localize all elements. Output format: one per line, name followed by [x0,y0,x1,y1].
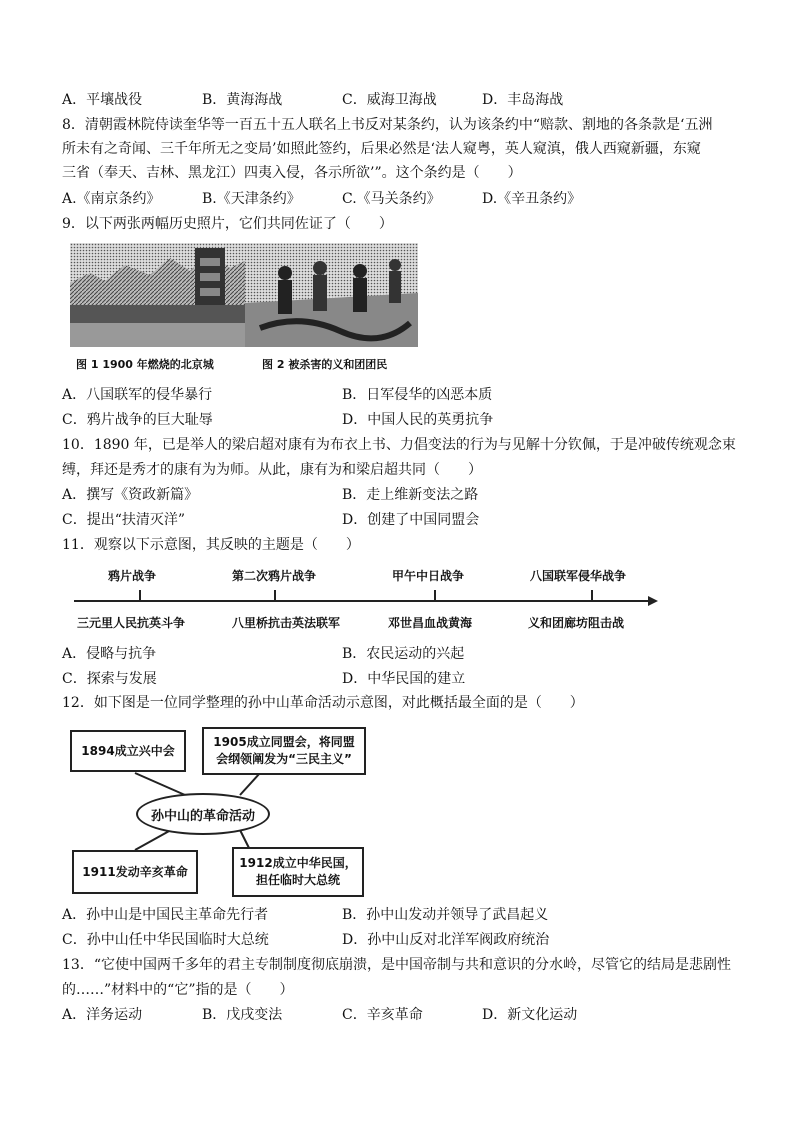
q7-option-c: C．威海卫海战 [342,92,437,108]
q8-stem-line-3: 三省（奉天、吉林、黑龙江）四夷入侵，各示所欲’”。这个条约是（ ） [62,165,522,181]
q7-option-b: B．黄海海战 [202,92,283,108]
q10-option-c: C．提出“扶清灭洋” [62,512,186,528]
q10-option-a: A．撰写《资政新篇》 [62,487,199,503]
q9-stem: 9．以下两张两幅历史照片，它们共同佐证了（ ） [62,216,393,232]
timeline-top-3: 甲午中日战争 [392,569,465,583]
q12-stem: 12．如下图是一位同学整理的孙中山革命活动示意图，对此概括最全面的是（ ） [62,695,584,711]
timeline-bottom-1: 三元里人民抗英斗争 [77,616,186,630]
q7-option-a: A．平壤战役 [62,92,143,108]
q9-option-d: D．中国人民的英勇抗争 [342,412,494,428]
box-xinhai-text: 1911发动辛亥革命 [82,864,188,879]
q8-stem-line-2: 所未有之奇闻、三千年所无之变局’如照此签约，后果必然是‘法人窥粤，英人窥滇，俄人西窥新疆，东窥 [62,141,701,157]
timeline-bottom-3: 邓世昌血战黄海 [388,616,473,630]
q10-stem-line-2: 缚，拜还是秀才的康有为为师。从此，康有为和梁启超共同（ ） [62,462,482,478]
photo-caption-1: 图 1 1900 年燃烧的北京城 [76,358,214,371]
historical-photos [70,243,418,353]
timeline-bottom-2: 八里桥抗击英法联军 [232,616,341,630]
timeline-top-4: 八国联军侵华战争 [530,569,627,583]
box-tongmenghui-line-2: 会纲领阐发为“三民主义” [216,752,352,766]
q9-option-a: A．八国联军的侵华暴行 [62,387,213,403]
timeline-bottom-4: 义和团廊坊阻击战 [528,616,625,630]
box-republic-line-1: 1912成立中华民国， [239,856,357,870]
q11-option-c: C．探索与发展 [62,671,157,687]
q10-stem-line-1: 10．1890 年，已是举人的梁启超对康有为布衣上书、力倡变法的行为与见解十分钦佩，于是冲破传统观念束 [62,437,736,453]
timeline-top-1: 鸦片战争 [108,569,157,583]
q10-option-b: B．走上维新变法之路 [342,487,479,503]
timeline-top-2: 第二次鸦片战争 [232,569,317,583]
q13-stem-line-1: 13．“它使中国两千多年的君主专制制度彻底崩溃，是中国帝制与共和意识的分水岭，尽管它的结局是悲剧性 [62,957,731,973]
q9-option-c: C．鸦片战争的巨大耻辱 [62,412,213,428]
q8-option-d: D.《辛丑条约》 [482,191,582,207]
box-xinhai [72,850,198,894]
q12-option-d: D．孙中山反对北洋军阀政府统治 [342,932,550,948]
box-republic-line-2: 担任临时大总统 [255,873,340,887]
timeline-axis [70,584,660,614]
q12-option-a: A．孙中山是中国民主革命先行者 [62,907,269,923]
q8-option-c: C.《马关条约》 [342,191,441,207]
q9-option-b: B．日军侵华的凶恶本质 [342,387,493,403]
box-republic [232,847,364,897]
center-label: 孙中山的革命活动 [150,808,255,824]
q13-option-c: C．辛亥革命 [342,1007,423,1023]
q11-option-d: D．中华民国的建立 [342,671,466,687]
q11-option-b: B．农民运动的兴起 [342,646,465,662]
q10-option-d: D．创建了中国同盟会 [342,512,480,528]
q12-option-b: B．孙中山发动并领导了武昌起义 [342,907,549,923]
photo-caption-2: 图 2 被杀害的义和团团民 [262,358,388,371]
q13-option-b: B．戊戌变法 [202,1007,283,1023]
q8-stem-line-1: 8．清朝霞林院侍读奎华等一百五十五人联名上书反对某条约，认为该条约中“赔款、割地的各条款是‘五洲 [62,117,713,133]
box-xingzhonghui-text: 1894成立兴中会 [81,743,175,758]
box-tongmenghui-line-1: 1905成立同盟会，将同盟 [213,735,355,749]
q8-option-b: B.《天津条约》 [202,191,301,207]
box-tongmenghui [202,727,366,775]
q12-option-c: C．孙中山任中华民国临时大总统 [62,932,269,948]
q11-stem: 11．观察以下示意图，其反映的主题是（ ） [62,537,360,553]
center-ellipse [136,793,270,835]
q13-option-a: A．洋务运动 [62,1007,143,1023]
q13-stem-line-2: 的……”材料中的“它”指的是（ ） [62,982,294,998]
photos-illustration [70,243,418,353]
q7-option-d: D．丰岛海战 [482,92,564,108]
q13-option-d: D．新文化运动 [482,1007,578,1023]
q8-option-a: A.《南京条约》 [62,191,161,207]
q11-option-a: A．侵略与抗争 [62,646,157,662]
box-xingzhonghui [70,730,186,772]
